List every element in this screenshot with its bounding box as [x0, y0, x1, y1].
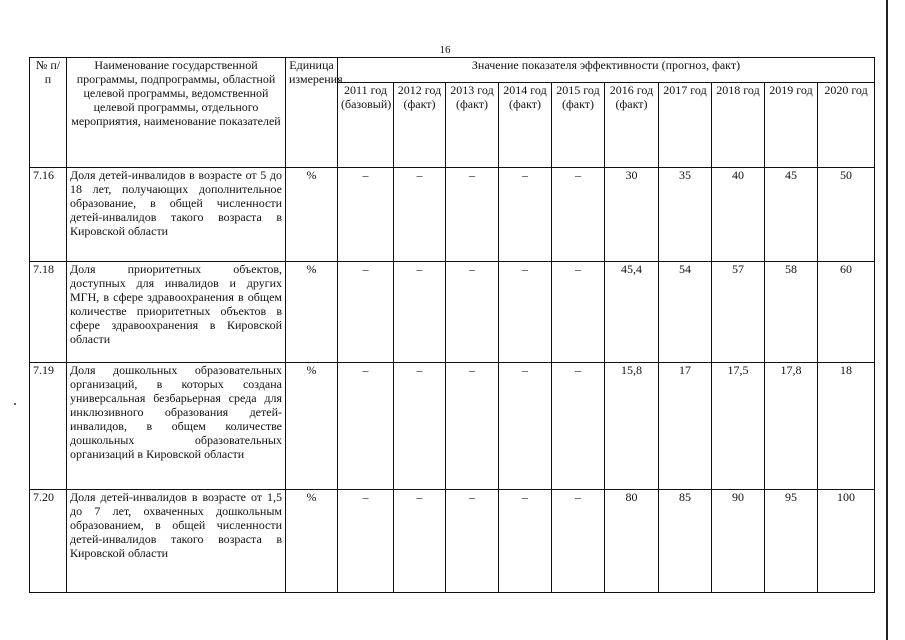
page-number: 16 — [439, 44, 451, 56]
value-cell: 17,5 — [712, 363, 765, 490]
value-cell: 50 — [818, 168, 875, 262]
row-number: 7.19 — [30, 363, 67, 490]
value-cell: 15,8 — [605, 363, 659, 490]
table-row — [30, 363, 875, 490]
header-values-group: Значение показателя эффективности (прогноз, факт) — [338, 58, 875, 83]
value-cell: – — [552, 363, 605, 490]
value-cell: – — [446, 262, 499, 363]
table-row — [30, 490, 875, 593]
row-number: 7.20 — [30, 490, 67, 593]
header-year: 2013 год (факт) — [446, 83, 499, 168]
header-year: 2018 год — [712, 83, 765, 168]
value-cell: 60 — [818, 262, 875, 363]
table-row — [30, 262, 875, 363]
header-year: 2020 год — [818, 83, 875, 168]
value-cell: – — [499, 363, 552, 490]
value-cell: 90 — [712, 490, 765, 593]
value-cell: – — [394, 168, 446, 262]
indicator-name: Доля приоритетных объектов, доступных для инвалидов и других МГН, в сфере здравоохранения в общем количестве приоритетных объектов в сфере здравоохранения в Кировской области — [67, 262, 286, 363]
indicator-unit: % — [286, 490, 338, 593]
indicator-unit: % — [286, 168, 338, 262]
header-name: Наименование государственной программы, подпрограммы, областной целевой программы, ведомственной целевой программы, отдельного мероприятия, наименование показателей — [67, 58, 286, 168]
value-cell: – — [338, 262, 394, 363]
value-cell: 58 — [765, 262, 818, 363]
value-cell: 54 — [659, 262, 712, 363]
value-cell: – — [338, 168, 394, 262]
indicator-name: Доля детей-инвалидов в возрасте от 1,5 до 7 лет, охваченных дошкольным образованием, в общей численности детей-инвалидов такого возраста в Кировской области — [67, 490, 286, 593]
value-cell: 40 — [712, 168, 765, 262]
header-year: 2014 год (факт) — [499, 83, 552, 168]
value-cell: – — [446, 363, 499, 490]
indicator-unit: % — [286, 363, 338, 490]
row-number: 7.16 — [30, 168, 67, 262]
value-cell: – — [338, 363, 394, 490]
header-year: 2019 год — [765, 83, 818, 168]
value-cell: – — [446, 490, 499, 593]
value-cell: 17,8 — [765, 363, 818, 490]
value-cell: 18 — [818, 363, 875, 490]
value-cell: 17 — [659, 363, 712, 490]
header-year: 2016 год (факт) — [605, 83, 659, 168]
value-cell: – — [499, 168, 552, 262]
value-cell: 35 — [659, 168, 712, 262]
value-cell: – — [552, 168, 605, 262]
value-cell: – — [446, 168, 499, 262]
value-cell: – — [552, 262, 605, 363]
value-cell: – — [338, 490, 394, 593]
value-cell: – — [552, 490, 605, 593]
value-cell: – — [499, 490, 552, 593]
value-cell: 85 — [659, 490, 712, 593]
indicator-name: Доля детей-инвалидов в возрасте от 5 до 18 лет, получающих дополнительное образование, в общей численности детей-инвалидов такого возраста в Кировской области — [67, 168, 286, 262]
value-cell: 45,4 — [605, 262, 659, 363]
header-year: 2011 год (базовый) — [338, 83, 394, 168]
value-cell: – — [394, 490, 446, 593]
table-row — [30, 168, 875, 262]
value-cell: 57 — [712, 262, 765, 363]
value-cell: 95 — [765, 490, 818, 593]
header-year: 2015 год (факт) — [552, 83, 605, 168]
scan-speck — [14, 403, 16, 405]
indicator-name: Доля дошкольных образовательных организаций, в которых создана универсальная безбарьерная среда для инклюзивного образования детей-инвалидов, в общем количестве дошкольных образовательных организаций в Кировской области — [67, 363, 286, 490]
indicator-table — [29, 57, 875, 593]
value-cell: – — [394, 363, 446, 490]
value-cell: – — [499, 262, 552, 363]
row-number: 7.18 — [30, 262, 67, 363]
header-no: № п/п — [30, 58, 67, 168]
header-year: 2017 год — [659, 83, 712, 168]
value-cell: 30 — [605, 168, 659, 262]
value-cell: 100 — [818, 490, 875, 593]
indicator-unit: % — [286, 262, 338, 363]
header-unit: Единица измерения — [286, 58, 338, 168]
header-year: 2012 год (факт) — [394, 83, 446, 168]
scan-edge-line — [886, 0, 888, 640]
value-cell: – — [394, 262, 446, 363]
value-cell: 45 — [765, 168, 818, 262]
value-cell: 80 — [605, 490, 659, 593]
